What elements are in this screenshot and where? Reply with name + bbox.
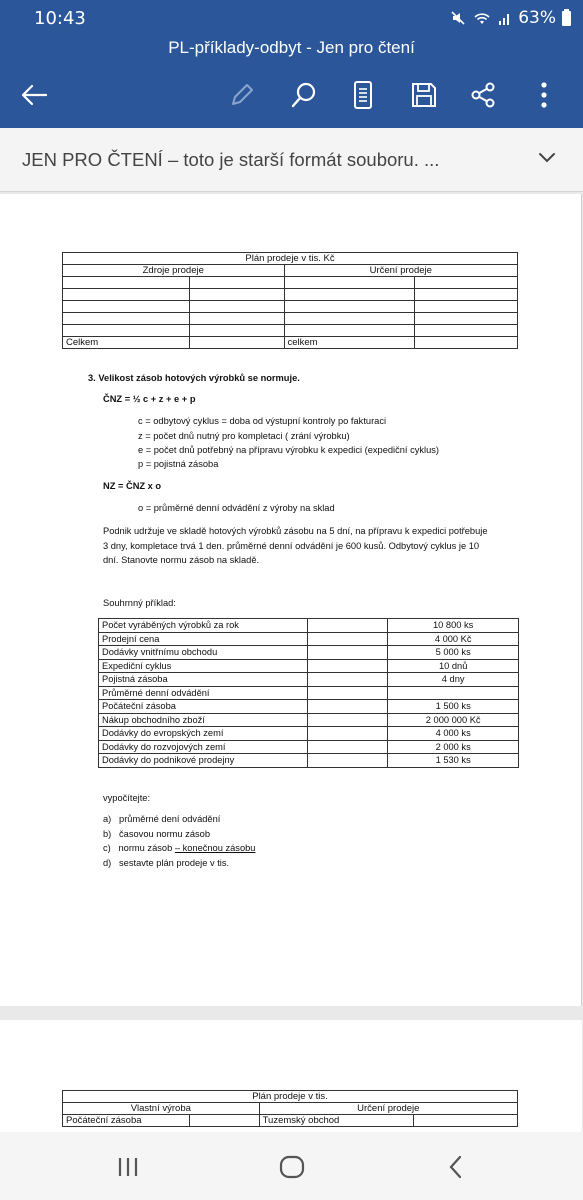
list-item-letter: a): [103, 814, 112, 824]
status-time: 10:43: [34, 8, 86, 29]
table-row: [99, 632, 519, 646]
save-icon: [410, 81, 438, 109]
section-heading: 3. Velikost zásob hotových výrobků se normuje.: [88, 373, 300, 383]
table-row: [99, 646, 519, 660]
summary-item-value: 1 530 ks: [388, 754, 519, 768]
table-row: [63, 289, 518, 301]
summary-item-value: 10 800 ks: [388, 619, 519, 633]
mute-icon: [450, 10, 466, 26]
summary-spacer-cell: [307, 673, 388, 687]
plan2-right-row: Tuzemský obchod: [259, 1115, 414, 1127]
table-row: [99, 740, 519, 754]
summary-table: [98, 618, 519, 768]
summary-item-value: 4 dny: [388, 673, 519, 687]
search-button[interactable]: [286, 78, 322, 112]
summary-spacer-cell: [307, 659, 388, 673]
status-icons: [450, 8, 571, 28]
summary-item-value: 5 000 ks: [388, 646, 519, 660]
summary-spacer-cell: [307, 700, 388, 714]
home-icon: [279, 1155, 305, 1179]
list-item-text: časovou normu zásob: [119, 829, 210, 839]
summary-item-name: Expediční cyklus: [99, 659, 308, 673]
plan-table-title: Plán prodeje v tis. Kč: [63, 253, 518, 265]
definition-z: z = počet dnů nutný pro kompletaci ( zrání výrobku): [138, 431, 350, 441]
task-line: dní. Stanovte normu zásob na skladě.: [103, 555, 260, 565]
arrow-left-icon: [20, 84, 48, 106]
summary-item-name: Prodejní cena: [99, 632, 308, 646]
definition-e: e = počet dnů potřebný na přípravu výrobku k expedici (expediční cyklus): [138, 445, 440, 455]
share-button[interactable]: [465, 78, 501, 112]
list-item: [103, 841, 255, 855]
document-page-1: [0, 194, 582, 1006]
app-bar: [0, 0, 583, 128]
list-item-text: normu zásob: [118, 843, 175, 853]
summary-item-value: 10 dnů: [388, 659, 519, 673]
table-row: [99, 659, 519, 673]
battery-percent: 63%: [518, 8, 556, 28]
summary-item-value: 2 000 ks: [388, 740, 519, 754]
wifi-icon: [472, 10, 492, 26]
plan-right-header: Určení prodeje: [284, 265, 518, 277]
plan2-table-title: Plán prodeje v tis.: [63, 1091, 518, 1103]
summary-item-name: Dodávky do podnikové prodejny: [99, 754, 308, 768]
summary-spacer-cell: [307, 646, 388, 660]
table-row: [63, 301, 518, 313]
recent-apps-button[interactable]: [108, 1152, 148, 1182]
table-row: [99, 727, 519, 741]
summary-item-value: [388, 686, 519, 700]
definition-p: p = pojistná zásoba: [138, 459, 219, 469]
readonly-banner-text: JEN PRO ČTENÍ – toto je starší formát souboru. ...: [22, 149, 440, 170]
list-item-letter: b): [103, 829, 112, 839]
list-item: [103, 812, 220, 826]
save-button[interactable]: [406, 78, 442, 112]
calc-label: vypočítejte:: [103, 793, 151, 803]
back-nav-button[interactable]: [436, 1152, 476, 1182]
chevron-down-icon[interactable]: [537, 150, 557, 169]
summary-item-name: Počet vyráběných výrobků za rok: [99, 619, 308, 633]
edit-button[interactable]: [224, 78, 260, 112]
summary-item-value: 4 000 ks: [388, 727, 519, 741]
list-item-letter: c): [103, 843, 111, 853]
list-item-text: průměrné dení odvádění: [119, 814, 221, 824]
summary-item-value: 4 000 Kč: [388, 632, 519, 646]
mobile-view-button[interactable]: [345, 78, 381, 112]
sales-plan-table-2: [62, 1090, 518, 1127]
list-item: [103, 827, 210, 841]
plan-left-total: Celkem: [63, 337, 190, 349]
formula-nz: NZ = ČNZ x o: [103, 481, 162, 491]
table-row: [63, 325, 518, 337]
summary-item-name: Dodávky do rozvojových zemí: [99, 740, 308, 754]
chevron-left-icon: [448, 1155, 464, 1179]
summary-label: Souhrnný příklad:: [103, 598, 176, 608]
summary-item-value: 2 000 000 Kč: [388, 713, 519, 727]
task-line: Podnik udržuje ve skladě hotových výrobků zásobu na 5 dní, na přípravu k expedici potřebuje: [103, 526, 488, 536]
table-row: [99, 686, 519, 700]
summary-item-name: Pojistná zásoba: [99, 673, 308, 687]
plan2-right-header: Určení prodeje: [259, 1103, 517, 1115]
plan-right-total: celkem: [284, 337, 415, 349]
document-title: PL-příklady-odbyt - Jen pro čtení: [168, 38, 415, 57]
list-item: [103, 856, 229, 870]
signal-icon: [498, 10, 512, 26]
pencil-icon: [228, 81, 256, 109]
home-button[interactable]: [272, 1152, 312, 1182]
definition-c: c = odbytový cyklus = doba od výstupní kontroly po fakturaci: [138, 416, 387, 426]
mobile-view-icon: [351, 80, 375, 110]
formula-cnz: ČNZ = ½ c + z + e + p: [103, 394, 196, 404]
sales-plan-table: [62, 252, 518, 349]
summary-item-name: Počáteční zásoba: [99, 700, 308, 714]
list-item-text: sestavte plán prodeje v tis.: [119, 858, 230, 868]
recent-apps-icon: [117, 1157, 139, 1177]
list-item-underlined: – konečnou zásobu: [174, 843, 256, 853]
summary-spacer-cell: [307, 740, 388, 754]
summary-spacer-cell: [307, 754, 388, 768]
system-nav-bar: [0, 1132, 583, 1200]
summary-spacer-cell: [307, 686, 388, 700]
summary-item-name: Nákup obchodního zboží: [99, 713, 308, 727]
task-line: 3 dny, kompletace trvá 1 den. průměrné denní odvádění je 600 kusů. Odbytový cyklus je 10: [103, 541, 480, 551]
plan-left-header: Zdroje prodeje: [63, 265, 285, 277]
table-row: [99, 713, 519, 727]
summary-item-name: Dodávky vnitřnímu obchodu: [99, 646, 308, 660]
plan2-left-row: Počáteční zásoba: [63, 1115, 190, 1127]
readonly-banner[interactable]: [0, 128, 583, 192]
document-page-2: [0, 1020, 582, 1132]
list-item-letter: d): [103, 858, 112, 868]
table-row: [63, 313, 518, 325]
table-row: [99, 619, 519, 633]
more-vertical-icon: [539, 81, 549, 109]
summary-item-name: Průměrné denní odvádění: [99, 686, 308, 700]
search-icon: [290, 81, 318, 109]
summary-spacer-cell: [307, 632, 388, 646]
summary-spacer-cell: [307, 727, 388, 741]
summary-item-name: Dodávky do evropských zemí: [99, 727, 308, 741]
summary-item-value: 1 500 ks: [388, 700, 519, 714]
definition-o: o = průměrné denní odvádění z výroby na sklad: [138, 503, 335, 513]
plan2-left-header: Vlastní výroba: [63, 1103, 260, 1115]
table-row: [99, 673, 519, 687]
table-row: [99, 700, 519, 714]
more-options-button[interactable]: [526, 78, 562, 112]
summary-spacer-cell: [307, 619, 388, 633]
back-button[interactable]: [16, 78, 52, 112]
share-icon: [469, 81, 497, 109]
table-row: [63, 277, 518, 289]
summary-spacer-cell: [307, 713, 388, 727]
battery-icon: [562, 11, 571, 26]
table-row: [99, 754, 519, 768]
